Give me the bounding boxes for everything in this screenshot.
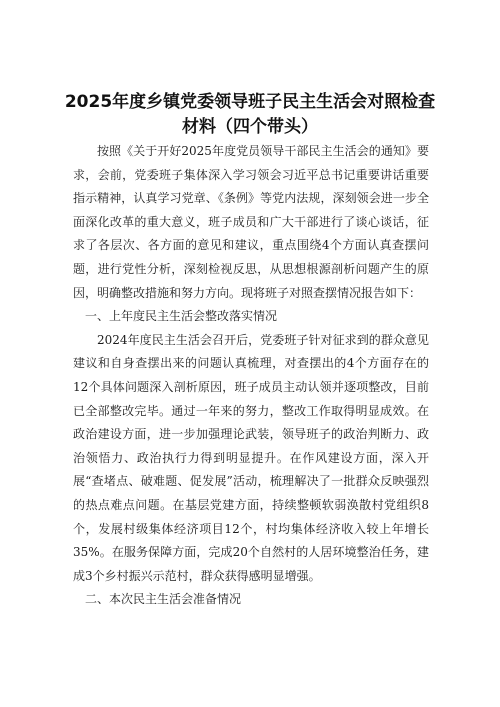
intro-paragraph: 按照《关于开好2025年度党员领导干部民主生活会的通知》要求，会前，党委班子集体深入学习领会习近平总书记重要讲话重要指示精神，认真学习党章、《条例》等党内法规，深刻领会进一步全面深化改革的重大意义，班子成员和广大干部进行了谈心谈话，征求了各层次、各方面的意见和建议，重点围绕4个方面认真查摆问题，进行党性分析，深刻检视反思，从思想根源剖析问题产生的原因，明确整改措施和努力方向。现将班子对照查摆情况报告如下： [73, 144, 429, 300]
section-heading-1: 一、上年度民主生活会整改落实情况 [85, 309, 278, 324]
document-title: 2025年度乡镇党委领导班子民主生活会对照检查材料（四个带头） [64, 92, 436, 137]
section-1-paragraph: 2024年度民主生活会召开后，党委班子针对征求到的群众意见建议和自身查摆出来的问题认真梳理，对查摆出的4个方面存在的12个具体问题深入剖析原因，班子成员主动认领并逐项整改，目前已全部整改完毕。通过一年来的努力，整改工作取得明显成效。在政治建设方面，进一步加强理论武装，领导班子的政治判断力、政治领悟力、政治执行力得到明显提升。在作风建设方面，深入开展“查堵点、破难题、促发展”活动，梳理解决了一批群众反映强烈的热点难点问题。在基层党建方面，持续整顿软弱涣散村党组织8个，发展村级集体经济项目12个，村均集体经济收入较上年增长35%。在服务保障方面，完成20个自然村的人居环境整治任务，建成3个乡村振兴示范村，群众获得感明显增强。 [73, 332, 429, 583]
document-body [73, 140, 429, 612]
section-heading-2: 二、本次民主生活会准备情况 [85, 592, 242, 607]
